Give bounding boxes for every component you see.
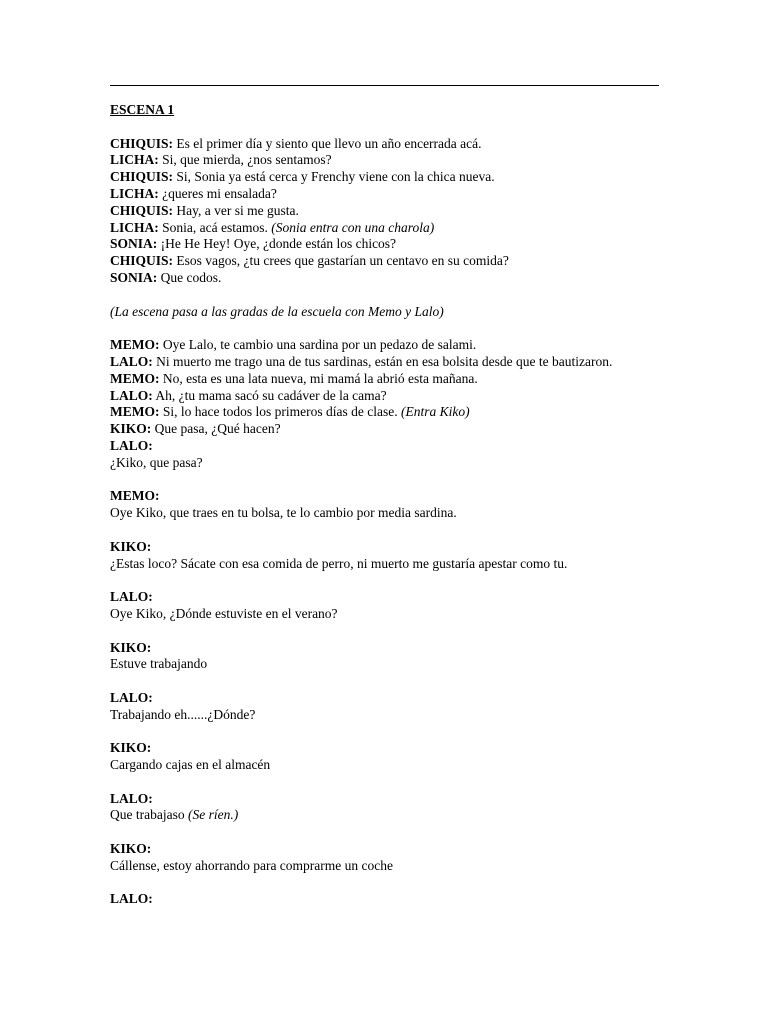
spacer	[110, 522, 659, 539]
scene-transition: (La escena pasa a las gradas de la escuela con Memo y Lalo)	[110, 303, 444, 319]
dialogue-text: Ni muerto me trago una de tus sardinas, están en esa bolsita desde que te bautizaron.	[152, 353, 613, 369]
speaker-name: MEMO:	[110, 404, 160, 420]
spacer	[110, 572, 659, 589]
dialogue-line	[110, 169, 659, 186]
dialogue-line	[110, 236, 659, 253]
dialogue-line	[110, 807, 659, 824]
speaker-name: CHIQUIS:	[110, 169, 174, 185]
speaker-name: KIKO:	[110, 740, 152, 756]
dialogue-text: Es el primer día y siento que llevo un año encerrada acá.	[173, 135, 482, 151]
dialogue-line	[110, 388, 659, 405]
dialogue-line	[110, 371, 659, 388]
script-body	[110, 102, 659, 908]
spacer	[110, 320, 659, 337]
speaker-name: CHIQUIS:	[110, 135, 174, 151]
speaker-name: MEMO:	[110, 337, 160, 353]
speaker-name: KIKO:	[110, 841, 152, 857]
speaker-name: KIKO:	[110, 538, 152, 554]
scene-heading: ESCENA 1	[110, 102, 175, 117]
dialogue-line	[110, 186, 659, 203]
dialogue-text: Oye Lalo, te cambio una sardina por un pedazo de salami.	[159, 337, 477, 353]
spacer	[110, 623, 659, 640]
spacer	[110, 287, 659, 304]
speaker-name: LICHA:	[110, 219, 159, 235]
speaker-name: LALO:	[110, 589, 153, 605]
dialogue-line	[110, 152, 659, 169]
speaker-name: LICHA:	[110, 185, 159, 201]
speaker-name: CHIQUIS:	[110, 202, 174, 218]
dialogue-text: Ah, ¿tu mama sacó su cadáver de la cama?	[152, 387, 387, 403]
dialogue-line	[110, 404, 659, 421]
dialogue-line	[110, 421, 659, 438]
spacer	[110, 119, 659, 136]
speaker-name: CHIQUIS:	[110, 253, 174, 269]
spacer	[110, 875, 659, 892]
dialogue-line	[110, 220, 659, 237]
spacer	[110, 824, 659, 841]
speaker-name: LICHA:	[110, 152, 159, 168]
dialogue-text: ¿queres mi ensalada?	[158, 185, 277, 201]
dialogue-text: Esos vagos, ¿tu crees que gastarían un centavo en su comida?	[173, 253, 509, 269]
dialogue-text: Oye Kiko, ¿Dónde estuviste en el verano?	[110, 605, 338, 621]
speaker-name: MEMO:	[110, 370, 160, 386]
header-rule	[110, 85, 659, 86]
spacer	[110, 472, 659, 489]
speaker-name: LALO:	[110, 790, 153, 806]
speaker-name: KIKO:	[110, 421, 152, 437]
dialogue-text: Si, Sonia ya está cerca y Frenchy viene con la chica nueva.	[173, 169, 495, 185]
speaker-name: LALO:	[110, 437, 153, 453]
dialogue-text: Sonia, acá estamos.	[158, 219, 272, 235]
stage-direction: (Entra Kiko)	[400, 404, 470, 420]
spacer	[110, 774, 659, 791]
spacer	[110, 723, 659, 740]
dialogue-line	[110, 136, 659, 153]
dialogue-line	[110, 270, 659, 287]
speaker-name: LALO:	[110, 891, 153, 907]
dialogue-text: No, esta es una lata nueva, mi mamá la abrió esta mañana.	[159, 370, 478, 386]
dialogue-text: Si, lo hace todos los primeros días de clase.	[159, 404, 401, 420]
speaker-name: LALO:	[110, 387, 153, 403]
dialogue-line	[110, 337, 659, 354]
dialogue-line	[110, 354, 659, 371]
speaker-name: LALO:	[110, 353, 153, 369]
stage-direction: (Se ríen.)	[187, 807, 239, 823]
speaker-name: SONIA:	[110, 269, 158, 285]
dialogue-text: Estuve trabajando	[110, 656, 208, 672]
speaker-name: LALO:	[110, 689, 153, 705]
dialogue-line	[110, 203, 659, 220]
dialogue-text: Si, que mierda, ¿nos sentamos?	[158, 152, 332, 168]
dialogue-text: Hay, a ver si me gusta.	[173, 202, 299, 218]
speaker-name: MEMO:	[110, 488, 160, 504]
dialogue-text: ¿Kiko, que pasa?	[110, 454, 203, 470]
dialogue-text: Que trabajaso	[110, 807, 188, 823]
dialogue-text: Trabajando eh......¿Dónde?	[110, 706, 256, 722]
dialogue-text: Que pasa, ¿Qué hacen?	[151, 421, 281, 437]
dialogue-text: Cargando cajas en el almacén	[110, 757, 271, 773]
spacer	[110, 673, 659, 690]
dialogue-text: ¡He He Hey! Oye, ¿donde están los chicos?	[157, 236, 397, 252]
dialogue-text: Oye Kiko, que traes en tu bolsa, te lo cambio por media sardina.	[110, 505, 457, 521]
speaker-name: KIKO:	[110, 639, 152, 655]
speaker-name: SONIA:	[110, 236, 158, 252]
stage-direction: (Sonia entra con una charola)	[271, 219, 435, 235]
dialogue-text: ¿Estas loco? Sácate con esa comida de perro, ni muerto me gustaría apestar como tu.	[110, 555, 568, 571]
dialogue-text: Que codos.	[157, 269, 222, 285]
dialogue-line	[110, 253, 659, 270]
dialogue-text: Cállense, estoy ahorrando para comprarme un coche	[110, 857, 394, 873]
